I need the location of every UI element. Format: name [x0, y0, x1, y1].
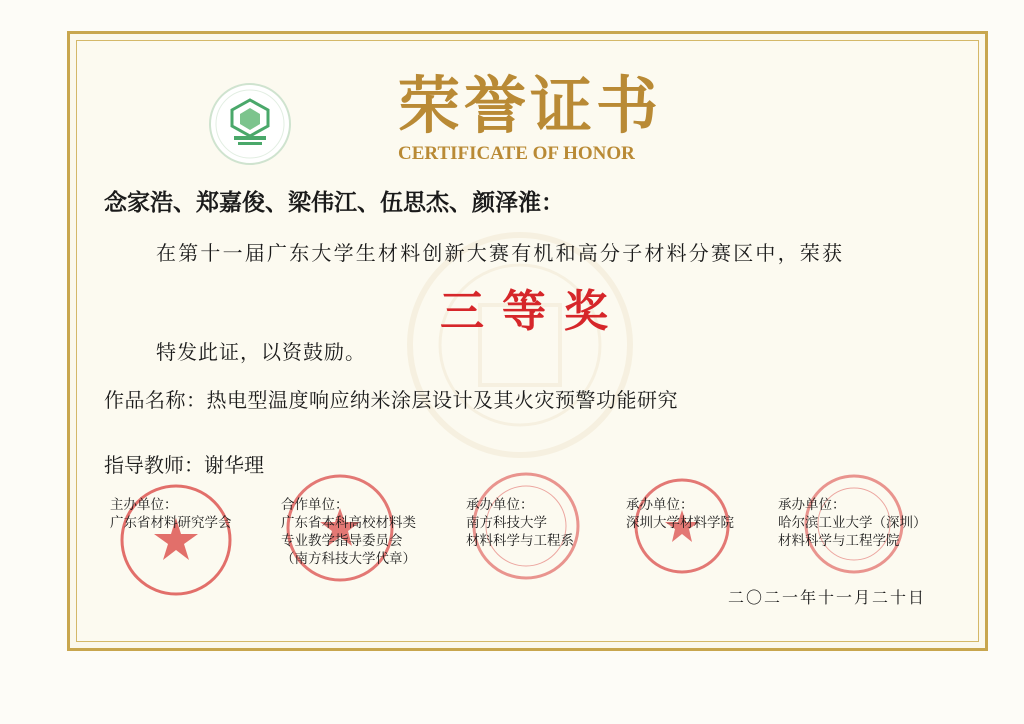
organizer-hit: [778, 496, 927, 550]
organizer-partner: [281, 496, 416, 568]
award-level: 三等奖: [440, 286, 626, 337]
organizer-role: 承办单位：: [778, 497, 846, 513]
organizer-name: 材料科学与工程系: [466, 533, 574, 549]
certificate-title: 荣誉证书: [398, 69, 663, 142]
advisor: 指导教师：谢华理: [104, 453, 264, 477]
organizer-role: 主办单位：: [110, 497, 178, 513]
organizer-role: 合作单位：: [281, 497, 349, 513]
materials-competition-logo: [208, 82, 292, 166]
issue-date: 二〇二一年十一月二十日: [728, 588, 927, 607]
organizer-host: [110, 496, 232, 532]
organizer-name: 南方科技大学: [466, 515, 547, 531]
organizer-name: 广东省材料研究学会: [110, 515, 232, 531]
organizer-szu: [626, 496, 734, 532]
certificate-subtitle: CERTIFICATE OF HONOR: [398, 143, 635, 164]
organizer-name: 哈尔滨工业大学（深圳）: [778, 515, 927, 531]
organizer-sustech: [466, 496, 574, 550]
organizer-role: 承办单位：: [626, 497, 694, 513]
organizer-role: 承办单位：: [466, 497, 534, 513]
award-statement: 在第十一届广东大学生材料创新大赛有机和高分子材料分赛区中，荣获: [156, 241, 845, 265]
work-title: 作品名称：热电型温度响应纳米涂层设计及其火灾预警功能研究: [104, 388, 678, 412]
organizer-name: 广东省本科高校材料类: [281, 515, 416, 531]
recipient-names: 念家浩、郑嘉俊、梁伟江、伍思杰、颜泽淮：: [104, 190, 564, 216]
organizer-name: （南方科技大学代章）: [281, 551, 416, 567]
organizer-name: 深圳大学材料学院: [626, 515, 734, 531]
organizer-name: 专业教学指导委员会: [281, 533, 403, 549]
organizer-name: 材料科学与工程学院: [778, 533, 900, 549]
closing-statement: 特发此证，以资鼓励。: [156, 340, 366, 364]
